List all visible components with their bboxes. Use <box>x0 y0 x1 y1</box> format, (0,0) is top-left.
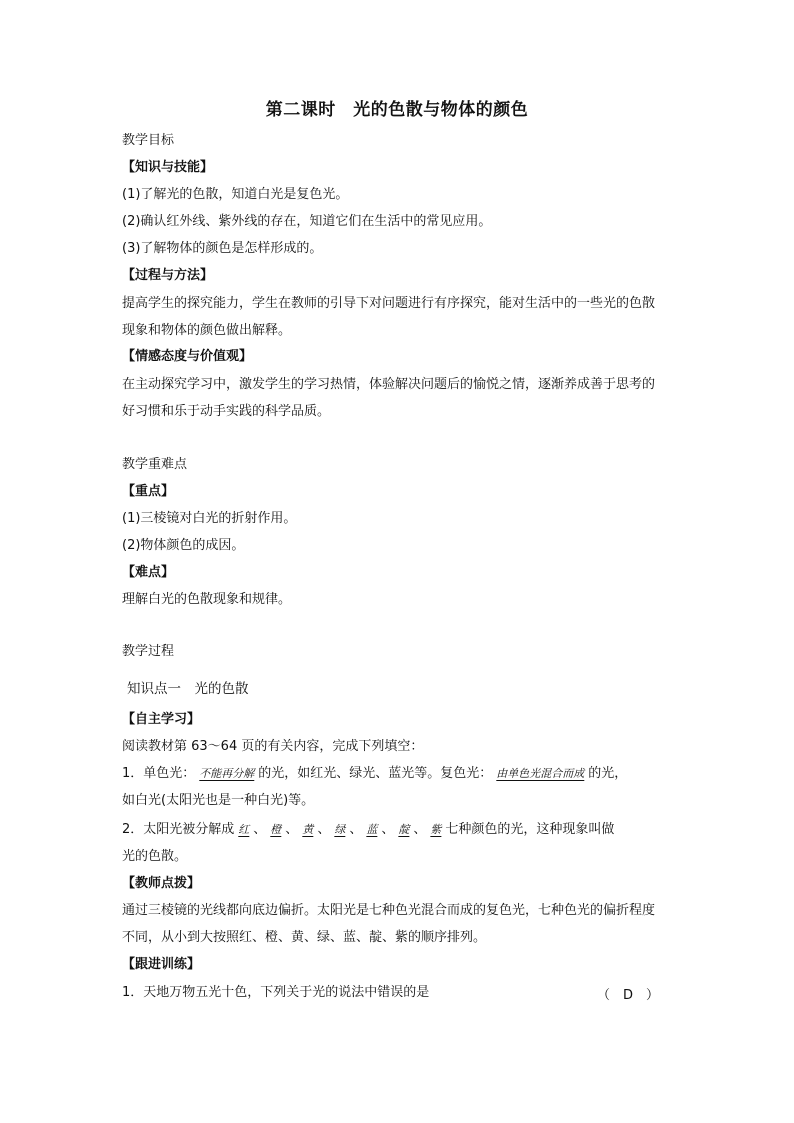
exercise-1-question: 1．天地万物五光十色，下列关于光的说法中错误的是 <box>122 985 430 1000</box>
q2-suffix: 七种颜色的光，这种现象叫做 <box>445 822 615 837</box>
q2-color-6: 靛 <box>398 823 410 836</box>
difficulties-heading: 教学重难点 <box>122 457 188 472</box>
q1-answer-1: 不能再分解 <box>199 767 255 780</box>
teacher-tips-line-1: 通过三棱镜的光线都向底边偏折。太阳光是七种色光混合而成的复色光，七种色光的偏折程度 <box>122 903 656 918</box>
teacher-tips-label: 【教师点拨】 <box>122 876 201 891</box>
emotion-line-1: 在主动探究学习中，激发学生的学习热情，体验解决问题后的愉悦之情，逐渐养成善于思考的 <box>122 377 656 392</box>
q2-color-4: 绿 <box>334 823 346 836</box>
q2-sep: 、 <box>317 822 331 837</box>
q2-sep: 、 <box>253 822 267 837</box>
question-2-line-2: 光的色散。 <box>122 849 188 864</box>
q2-sep: 、 <box>349 822 363 837</box>
page-title: 第二课时 光的色散与物体的颜色 <box>265 100 529 120</box>
q1-suffix: 的光， <box>588 766 628 781</box>
q2-sep: 、 <box>381 822 395 837</box>
q1-mid: 的光，如红光、绿光、蓝光等。复色光： <box>258 766 493 781</box>
q2-prefix: 2．太阳光被分解成 <box>122 822 235 837</box>
q2-color-2: 橙 <box>270 823 282 836</box>
process-line-1: 提高学生的探究能力，学生在教师的引导下对问题进行有序探究，能对生活中的一些光的色散 <box>122 296 656 311</box>
question-2-line-1 <box>122 821 614 839</box>
q2-color-1: 红 <box>238 823 250 836</box>
goals-heading: 教学目标 <box>122 133 175 148</box>
emotion-label: 【情感态度与价值观】 <box>122 349 253 364</box>
self-study-label: 【自主学习】 <box>122 712 201 727</box>
question-1-line-2: 如白光(太阳光也是一种白光)等。 <box>122 793 315 808</box>
hard-text: 理解白光的色散现象和规律。 <box>122 592 292 607</box>
hard-label: 【难点】 <box>122 565 175 580</box>
process-line-2: 现象和物体的颜色做出解释。 <box>122 323 292 338</box>
key-item-1: (1)三棱镜对白光的折射作用。 <box>122 511 297 526</box>
q1-prefix: 1．单色光： <box>122 766 196 781</box>
teacher-tips-line-2: 不同，从小到大按照红、橙、黄、绿、蓝、靛、紫的顺序排列。 <box>122 930 487 945</box>
exercise-1-answer: （ D ） <box>597 988 660 1003</box>
question-1-line-1 <box>122 765 627 783</box>
knowledge-label: 【知识与技能】 <box>122 160 214 175</box>
reading-instruction: 阅读教材第 63～64 页的有关内容，完成下列填空： <box>122 739 424 754</box>
q2-color-5: 蓝 <box>366 823 378 836</box>
key-label: 【重点】 <box>122 484 175 499</box>
knowledge-item-1: (1)了解光的色散，知道白光是复色光。 <box>122 187 349 202</box>
follow-up-label: 【跟进训练】 <box>122 957 201 972</box>
q2-sep: 、 <box>285 822 299 837</box>
process-heading: 教学过程 <box>122 644 175 659</box>
key-item-2: (2)物体颜色的成因。 <box>122 538 245 553</box>
q2-sep: 、 <box>413 822 427 837</box>
knowledge-item-3: (3)了解物体的颜色是怎样形成的。 <box>122 241 323 256</box>
emotion-line-2: 好习惯和乐于动手实践的科学品质。 <box>122 404 331 419</box>
process-label: 【过程与方法】 <box>122 268 214 283</box>
knowledge-point-title: 知识点一 光的色散 <box>127 681 249 697</box>
knowledge-item-2: (2)确认红外线、紫外线的存在，知道它们在生活中的常见应用。 <box>122 214 492 229</box>
q2-color-3: 黄 <box>302 823 314 836</box>
q1-answer-2: 由单色光混合而成 <box>496 767 585 780</box>
q2-color-7: 紫 <box>430 823 442 836</box>
